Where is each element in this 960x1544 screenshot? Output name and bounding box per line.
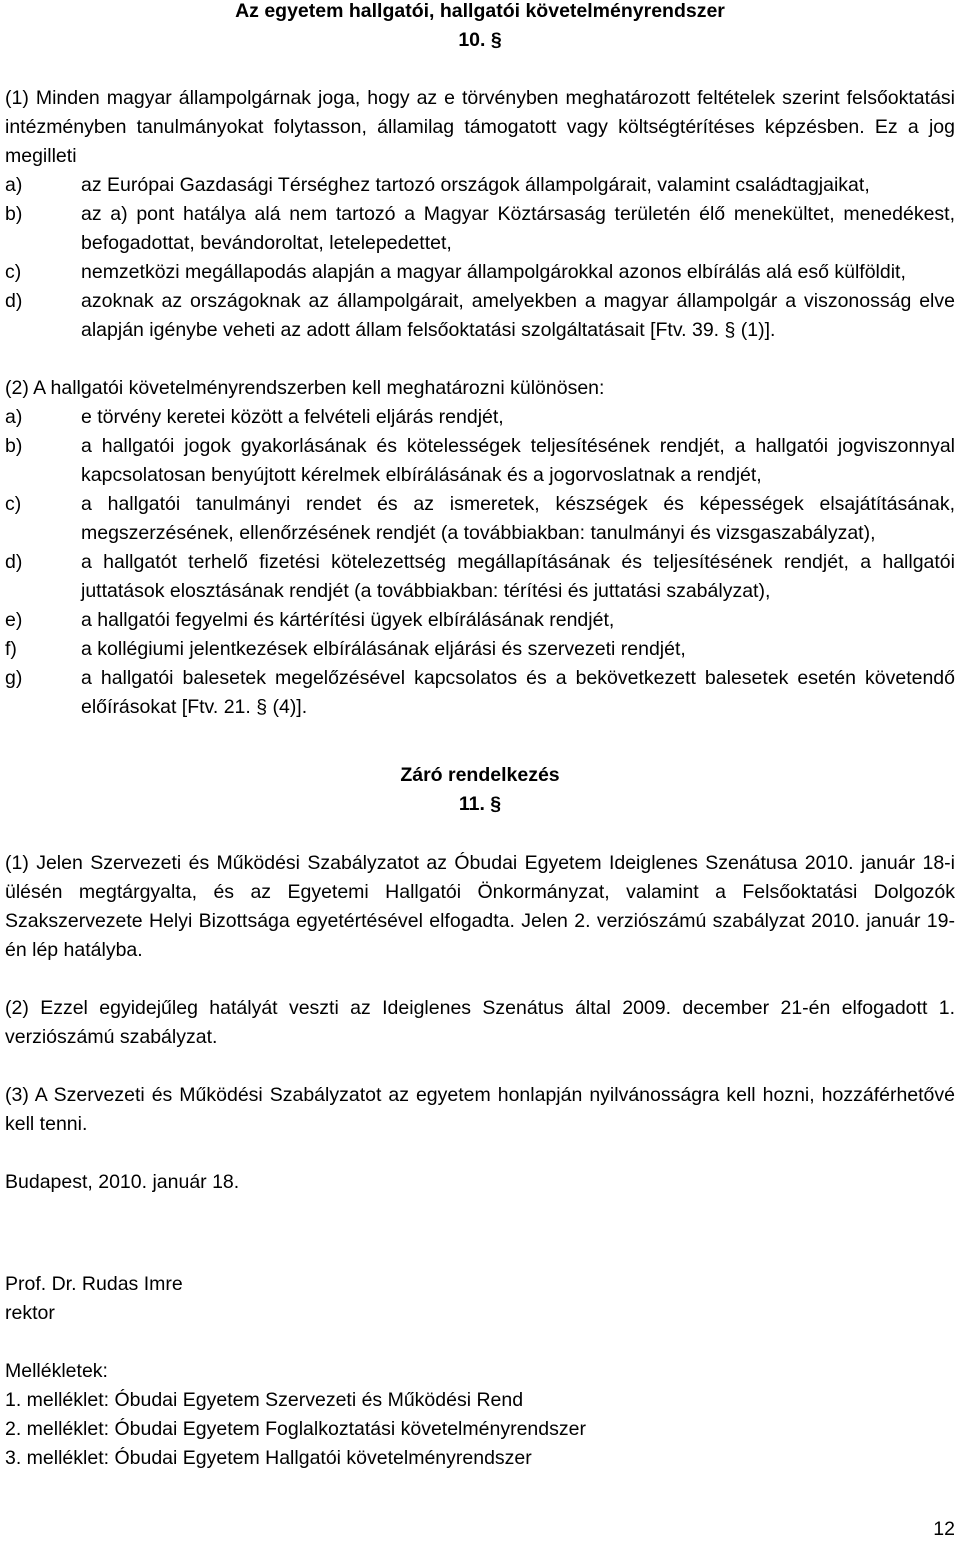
list-item (5, 287, 955, 345)
item-text: a hallgatói jogok gyakorlásának és kötelességek teljesítésének rendjét, a hallgatói jogviszonnyal kapcsolatosan benyújtott kérelmek elbírálásának és a jogorvoslatnak a rendjét, (81, 435, 955, 486)
item-label: c) (5, 261, 22, 283)
list-item (5, 200, 955, 258)
annexes-heading: Mellékletek: (5, 1360, 108, 1382)
page-number: 12 (933, 1518, 955, 1540)
list-item (5, 432, 955, 490)
item-text: a hallgatót terhelő fizetési kötelezettség megállapításának és teljesítésének rendjét, a hallgatói juttatások elosztásának rendjét (a továbbiakban: térítési és juttatási szabályzat), (81, 551, 955, 602)
list-item (5, 171, 955, 200)
item-text: a kollégiumi jelentkezések elbírálásának eljárási és szervezeti rendjét, (81, 638, 686, 660)
s10-paragraph-1-intro: (1) Minden magyar állampolgárnak joga, hogy az e törvényben meghatározott feltételek szerint felsőoktatási intézményben tanulmányokat folytasson, államilag támogatott vagy költségtérítéses képzésben. Ez a jog megilleti (5, 87, 955, 167)
s10-paragraph-2-intro: (2) A hallgatói követelményrendszerben kell meghatározni különösen: (5, 377, 605, 399)
list-item (5, 635, 955, 664)
item-text: a hallgatói balesetek megelőzésével kapcsolatos és a bekövetkezett balesetek esetén követendő előírásokat [Ftv. 21. § (4)]. (81, 667, 955, 718)
list-item (5, 403, 955, 432)
chapter-title: Az egyetem hallgatói, hallgatói követelményrendszer (235, 0, 725, 22)
closing-paragraph-3: (3) A Szervezeti és Működési Szabályzatot az egyetem honlapján nyilvánosságra kell hozni, hozzáférhetővé kell tenni. (5, 1084, 955, 1135)
document-page (5, 0, 955, 1473)
closing-heading: Záró rendelkezés (400, 764, 560, 786)
list-item (5, 490, 955, 548)
item-label: c) (5, 493, 22, 515)
item-label: a) (5, 406, 23, 428)
item-label: b) (5, 203, 23, 225)
list-item (5, 258, 955, 287)
closing-section-number: 11. § (458, 793, 502, 815)
item-label: e) (5, 609, 23, 631)
s10-p2-list (5, 403, 955, 722)
list-item (5, 548, 955, 606)
item-text: a hallgatói fegyelmi és kártérítési ügyek elbírálásának rendjét, (81, 609, 615, 631)
item-text: azoknak az országoknak az állampolgárait, amelyekben a magyar állampolgár a viszonosság elve alapján igénybe veheti az adott állam felsőoktatási szolgáltatásait [Ftv. 39. § (1)]. (81, 290, 955, 341)
item-text: e törvény keretei között a felvételi eljárás rendjét, (81, 406, 504, 428)
item-text: az Európai Gazdasági Térséghez tartozó országok állampolgárait, valamint családtagjaikat, (81, 174, 870, 196)
closing-paragraph-1: (1) Jelen Szervezeti és Működési Szabályzatot az Óbudai Egyetem Ideiglenes Szenátusa 2010. január 18-i ülésén megtárgyalta, és az Egyetemi Hallgatói Önkormányzat, valamint a Felsőoktatási Dolgozók Szakszervezete Helyi Bizottsága egyetértésével elfogadta. Jelen 2. verziószámú szabályzat 2010. január 19-én lép hatályba. (5, 852, 955, 961)
item-label: a) (5, 174, 23, 196)
signer-name: Prof. Dr. Rudas Imre (5, 1273, 183, 1295)
annex-item: 3. melléklet: Óbudai Egyetem Hallgatói követelményrendszer (5, 1447, 532, 1469)
item-label: f) (5, 638, 17, 660)
item-label: g) (5, 667, 23, 689)
place-date: Budapest, 2010. január 18. (5, 1171, 240, 1193)
item-text: az a) pont hatálya alá nem tartozó a Magyar Köztársaság területén élő menekültet, menedékest, befogadottat, bevándoroltat, letelepedettet, (81, 203, 955, 254)
item-label: b) (5, 435, 23, 457)
signer-title: rektor (5, 1302, 55, 1324)
s10-p1-list (5, 171, 955, 345)
annex-item: 2. melléklet: Óbudai Egyetem Foglalkoztatási követelményrendszer (5, 1418, 586, 1440)
item-text: nemzetközi megállapodás alapján a magyar állampolgárokkal azonos elbírálás alá eső külföldit, (81, 261, 906, 283)
closing-paragraph-2: (2) Ezzel egyidejűleg hatályát veszti az Ideiglenes Szenátus által 2009. december 21-én elfogadott 1. verziószámú szabályzat. (5, 997, 955, 1048)
item-label: d) (5, 290, 23, 312)
list-item (5, 664, 955, 722)
item-text: a hallgatói tanulmányi rendet és az ismeretek, készségek és képességek elsajátításának, megszerzésének, ellenőrzésének rendjét (a továbbiakban: tanulmányi és vizsgaszabályzat), (81, 493, 955, 544)
list-item (5, 606, 955, 635)
section-number: 10. § (458, 29, 502, 51)
annex-item: 1. melléklet: Óbudai Egyetem Szervezeti és Működési Rend (5, 1389, 524, 1411)
item-label: d) (5, 551, 23, 573)
